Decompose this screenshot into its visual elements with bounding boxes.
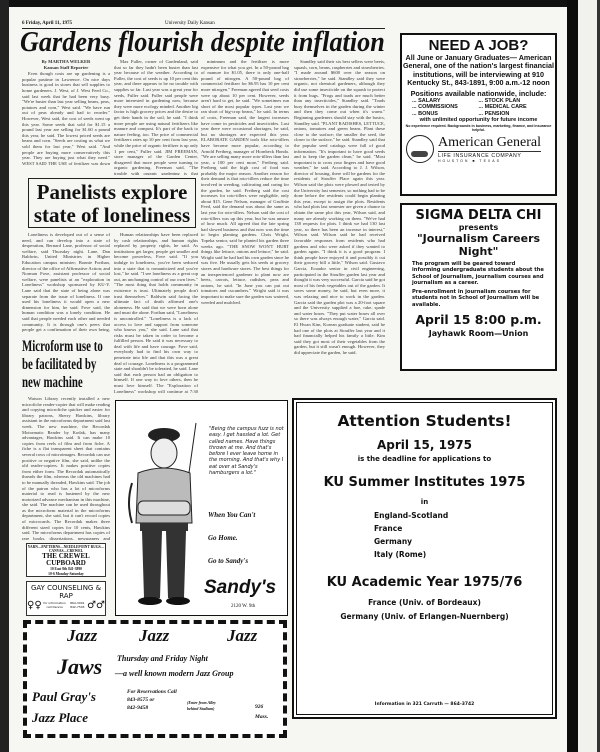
positions-list	[402, 98, 555, 117]
article-text: Max Fuller, owner of Gardenland, said that so far they hadn't been busier than last year because of the weather. According to Fuller, the cost of seeds is up 10 per cent this year, and there appears to be no trouble with supplies so far. Last year was a great year for seeds, Fuller said. Fuller said people were more interested in gardening now, because they were more ecology minded. Another big factor is high grocery prices and the desire to get their hands in the soil, he said. "I think more people are using natural fertilizers like manure and compost. It's part of the back to nature feeling, too. The price of commercial fertilizers rates up 10 per cent from last year, while the price of organic fertilizer is up only 1 per cent," Fuller said. JIM FREEMAN, store manager of the Garden Center, disagreed that more people were turning to organic gardening. Freeman said, "The trouble with organic gardening is that	[114, 59, 198, 175]
slogan-3: Go to Sandy's	[208, 557, 249, 565]
panelists-headline-box	[28, 178, 196, 228]
phone-1: 843-8575 or	[127, 697, 155, 703]
location: France	[374, 524, 403, 533]
article-text: Watson Library recently installed a new microfiche reader-copier that will make reading and copying microfiche quicker and easier for library patrons, Sherry Hawkins, library assistant in the microforms department said last week. The new machine, the Recordak Motormatic Reader by Kodak, has many advantages, Hawkins said. It can make 10 copies from reels of film and from fiche. A fiche is a flat transparent sheet that contains several rows of microimages. Recordak can use positive or negative film, she said, unlike the old reader-copiers. It makes positive copies from either form. The Recordak automatically threads the film, whereas the old machines had to be manually threaded, Hawkins said. The job of the patron who has a lot of microforms material to read is hastened by the new motorized advance mechanism in this machine, she said. The machine can be used throughout as the microform material in the microforms department, she said, but it can't record copies of microcards. The Recordak makes three different sized copies for 10 cents, Hawkins said. The microforms department has copies of rare books, dissertations, newspapers and	[22, 396, 110, 540]
event-place: Jayhawk Room—Union	[428, 329, 529, 339]
article-text: minimum and the fertilizer is more expensive for what you get. In a 50-pound bag of manure for $1.05, there is only one-half pound of nitrogen. A 50-pound bag of commercial fertilizer for $6.95 has 10 per cent more nitrogen." Freeman agreed that seed costs were up about 10 per cent. However, seeds aren't hard to get, he said. "We sometimes run short of the most popular types. Last year we ran short of big-crop beans," he said. In terms of costs, Freeman said, the largest increases have come in pesticides and insecticides. Last year there were occasional shortages, he said, but no shortages are expected this year. ELABORATE GARDEN tools like roto-tillers have become more popular, according to Arnold Freiberg, manager of Hornbeck Honda. "We are selling many more roto-tillers than last year, a 100 per cent more," Freiberg said. Freiberg said the high cost of food was probably the major reason. Another reason for their demand is that roto-tillers reduce the time involved in weeding, cultivating and caring for the garden, he said. Freiberg said the cost increases for roto-tillers were negligible, only about $15. Gene Nelson, manager of Gruffnie Feed, said the demand was about the same as last year for roto-tillers. Nelson said the cost of roto-tillers was up this year, but he was unsure of how much. All agreed that the late spring had slowed business and that now was the time to begin planting gardens. Chris Wright, Topeka senior, said he planted his garden three weeks ago. "THE SNOW WON'T HURT things like lettuce, onions and lettuce," he said. Wright said he had had his own garden since he was five. He usually gets his seeds at grocery stores and hardware stores. The best things for an inexperienced gardener to plant now are beets, carrots, lettuce, radishes, peas and onions, he said. "In June you can put out tomatoes and cucumbers." Wright said it was important to make sure the garden was watered, weeded and mulched.	[201, 59, 289, 305]
gardens-column-4	[294, 59, 385, 395]
position: ... SALARY	[412, 98, 441, 105]
slogan-1: When You Can't	[208, 511, 256, 519]
phone-2: 842-9458	[127, 705, 149, 711]
male-symbols-icon: ♂♂	[87, 600, 105, 611]
universities-list	[294, 596, 555, 624]
byline-role: Kansan Staff Reporter	[43, 65, 89, 71]
ad-body-1: The program will be geared toward informing undergraduate students about the School of Journalism, journalism courses and journalism as a career.	[412, 261, 544, 286]
position: ... MEDICAL CARE	[478, 104, 527, 111]
university: France (Univ. of Bordeaux)	[368, 598, 481, 607]
panelists-column-1	[22, 232, 110, 332]
deadline-date: April 15, 1975	[376, 438, 473, 452]
scan-border-right	[567, 0, 578, 752]
location: Italy (Rome)	[374, 550, 427, 559]
presents: presents	[458, 223, 499, 232]
adjacent-page-edge	[578, 0, 600, 752]
company-city: HOUSTON ■ TEXAS	[438, 158, 501, 163]
position: ... STOCK PLAN	[478, 98, 521, 105]
gay-counseling-ad	[26, 581, 106, 616]
panelists-headline-1: Panelists explore	[36, 180, 188, 204]
ad-quote: "Being the campus fuzz is not easy. I get hassled a lot. Get called names. Have things thrown at me. And that's before I ever leave home in the morning. And that's why I eat over at Sandy's hamburgers a lot."	[209, 426, 284, 477]
female-symbols-icon: ♀♀	[27, 600, 42, 611]
ad-text: for information call Dennis	[43, 600, 66, 609]
group: —a well known modern Jazz Group	[115, 669, 234, 678]
ad-phone: 864-3091 842-7505	[70, 600, 85, 609]
ad-name: THE CREWEL CUPBOARD	[42, 552, 90, 568]
place-name-1: Paul Gray's	[32, 689, 96, 704]
fineprint: No experience required. Backgrounds in business, marketing, finance, and insurance helpful.	[405, 124, 552, 133]
microform-column	[22, 396, 110, 540]
company-logo	[406, 135, 551, 164]
place-name-2: Jazz Place	[32, 710, 88, 725]
jazz-word-3: Jazz	[227, 626, 258, 645]
ad-hours: 10-6 Monday-Saturday	[48, 571, 84, 576]
company-seal-icon	[406, 135, 434, 163]
position: ... COMMISSIONS	[412, 104, 458, 111]
sigma-delta-chi-ad	[400, 203, 557, 371]
program-academic-year: KU Academic Year 1975/76	[326, 575, 523, 590]
opportunity: with unlimited opportunity for future income	[419, 117, 538, 124]
nights: Thursday and Friday Night	[117, 654, 208, 663]
panelists-column-2	[114, 232, 198, 395]
ad-text: YARN—PATTERNS—NEEDLEPOINT RUGS—CANVAS—CREWEL	[27, 545, 105, 554]
position: ... PENSION	[478, 110, 510, 117]
location: Germany	[374, 537, 413, 546]
company-name: American General	[438, 134, 541, 150]
attention-students-ad	[292, 398, 557, 719]
ad-org: SIGMA DELTA CHI	[415, 208, 542, 223]
street-name: Mass.	[255, 714, 269, 720]
street	[255, 702, 268, 722]
sandys-ad	[115, 400, 288, 616]
crewel-cupboard-ad	[26, 543, 106, 577]
ad-address: 2120 W. 9th	[231, 604, 256, 609]
paper-name: University Daily Kansan	[165, 21, 215, 26]
position: ... BONUS	[412, 110, 438, 117]
jazz-word-2: Jazz	[139, 626, 170, 645]
res-label: For Reservations Call	[127, 689, 177, 695]
article-text: Even though costs are up gardening is a popular pastime in Lawrence. On nice days business is good in stores that sell supplies to home gardeners. J. West, of J. West Feed Co., said last week that he had been very busy. "We're busier than last year selling beans, peas, potatoes and corn," West said. "We have run out of peas already and had to reorder." However, West said, the cost of seeds went up this year. Some seeds that sold for $1.15 a pound last year are selling for $1.60 a pound this year, he said. The lowest priced seeds are beans and corn. "Seeds are costing us what we sold them for last year," West said. "And people are buying more conservatively this year. They are buying just what they need." WEST SAID THE USE of fertilizer was down	[22, 71, 110, 166]
police-officer-illustration	[124, 413, 199, 608]
ad-body: All June or January Graduates— American General, one of the nation's largest financial institutions, will be interviewing at 910 Kentucky St., 843-1891, 9:00 a.m.-12 noon	[402, 53, 555, 87]
article-text: Standley said their six best sellers were beets, squash, corn, beans, raspberries and strawberries. "I made around $600 over the season on strawberries," he said. Standley said they were organic, not chemical gardeners, although they did use some insecticide on the squash to protect it from bugs. "Frogs and toads are much better than any insecticides," Standley said. "Toads bury themselves in the garden during the winter and then they come out when it's warm." Beginning gardeners should stay with the basics, Standley said. "PLANT RADISHES, LETTUCE, onions, tomatoes and green beans. Plant these close to the surface; the smaller the seed, the closer to the surface," he said. Standley said that the popular seed catalogs were full of good information. "It's important to have good seeds and to keep the garden clean," he said. "Most important is to cross your fingers and have good weather," he said. According to J. J. Wilson, director of housing, there will be gardens for the residents of Stouffer Place again this year. Wilson said the plots were plowed and tested by the University last semester, so nothing had to be done before the residents could begin planting this year, except to assign the plots. Residents who had plots last semester are given a chance to obtain the same plot this year, Wilson said, and many are already working on them. "We've had 138 requests for plots. I think we had 130 last year, so there has been an increase in interest," Wilson said. Wilson said he had received favorable responses from residents who had gardens and who were asked if they wanted to garden again. "I think it is a good program. I think people have enjoyed it and possibly it cut their grocery bill a little," Wilson said. Gustavo Garcia, Ecuador senior in civil engineering, participated in the Stouffer garden last year and thought it was very successful. Garcia said he got most of his fresh vegetables out of the garden. It saves some money, he said, but even more, it was relaxing and nice to work in the garden. Garcia said the garden plot was a 20-foot square and the University supplied a hoe, rake, spade and water hoses. "They put water hoses all over so there was always enough water," Garcia said. El Hwan Kim, Korean graduate student, said he had one of the plots at Stouffer last year and it had financially helped his family a little. Kim said they got most of their vegetables from the garden, but it still wasn't enough. However, they did appreciate the garden, he said.	[294, 59, 385, 355]
gardens-column-2	[114, 59, 198, 175]
scan-border-left	[0, 0, 9, 752]
article-text: Human relationships have been replaced by cash relationships, and human rights replaced by property rights, he said. As institutions get larger, people get smaller and become powerless, Fove said. "If you indulge in loneliness, you've been seduced into a state that is romanticized and you've lost," he said. "I see loneliness as a great cop out, an unchanging control of our own lives." "The most thing that holds community in existence is trust. Ultimately people don't trust themselves." Baldwin said facing the ultimate fact of death affirmed one's aloneness. He said that we were born alone and must die alone. Forthan said, "Loneliness is uncontrolled." "Loneliness is a lack of access to love and support from someone who knows you," she said. Lane said that risks must be taken in order to become a fulfilled person. He said it was necessary to deal with life and have courage. Fove said, everybody had to find his own way to penetrate into life and that this was a great deal of courage. Loneliness is a programmed state and shouldn't be tolerated, he said. Lane said that each person had an obligation to himself. If one way to love others, then he must love himself. The "Exploration of Loneliness" workshop will continue at 7:30	[114, 232, 198, 394]
info-line: Information in 321 Carruth — 864-3742	[374, 702, 475, 707]
entrance: (Enter from Alley behind Stadium)	[187, 700, 216, 711]
location: England-Scotland	[374, 511, 449, 520]
university: Germany (Univ. of Erlangen-Nuernberg)	[340, 612, 509, 621]
scan-border-top	[0, 0, 600, 7]
event-datetime: April 15 8:00 p.m.	[415, 312, 542, 328]
gardens-column-3	[201, 59, 289, 395]
ad-title: Attention Students!	[337, 412, 512, 430]
company-sub: LIFE INSURANCE COMPANY	[438, 151, 541, 159]
jazz-place-ad	[23, 620, 287, 738]
reservations	[127, 688, 177, 712]
article-text: Loneliness is developed out of a sense of need, and can develop into a state of desperation, Bernard Lane, professor of social welfare, said Thursday night. Lane, Dan Baldwin, United Ministries in Higher Education campus minister; Bonnie Forthan, director of the office of Affirmative Action; and Norman Fove, assistant professor of social welfare, were panelists at an "exploration in Loneliness" workshop sponsored by KU-Y. Lane said that the state of being alone was separate from the issue of loneliness. If one used his loneliness it would open a new dimension for him, he said. Fove said, the human condition was a lonely condition. He said that people needed each other and needed community. It is through one's peers that people get a confirmation of their own being,	[22, 232, 110, 332]
gardens-headline: Gardens flourish despite inflation	[20, 27, 385, 58]
deadline-text: is the deadline for applications to	[357, 455, 492, 463]
gardens-column-1	[22, 59, 110, 167]
jazz-word: Jazz	[67, 626, 98, 645]
in-label: in	[420, 498, 429, 506]
american-general-ad	[400, 33, 557, 196]
panelists-headline-2: state of loneliness	[33, 203, 191, 227]
ad-title: NEED A JOB?	[428, 37, 529, 54]
slogan-2: Go Home.	[208, 534, 238, 542]
jaws-word: Jaws	[57, 654, 103, 679]
street-number: 926	[255, 704, 264, 710]
program-summer: KU Summer Institutes 1975	[323, 475, 526, 490]
ad-title: GAY COUNSELING & RAP	[30, 584, 102, 600]
ad-address: 10 East 8th 841-3890	[50, 567, 82, 572]
page-folio: 6 Friday, April 11, 1975	[22, 21, 73, 26]
locations-list	[294, 509, 555, 561]
sandys-logo: Sandy's	[204, 577, 277, 598]
event-title: "Journalism Careers Night"	[416, 232, 541, 258]
byline: By MARTHA WELKER	[41, 59, 91, 64]
ad-body-2: Pre-enrollment in journalism courses for students not in School of Journalism will be available.	[412, 289, 540, 308]
microform-headline: Microform use to be facilitated by new machine	[22, 338, 103, 391]
positions-heading: Positions available nationwide, include:	[410, 89, 547, 99]
